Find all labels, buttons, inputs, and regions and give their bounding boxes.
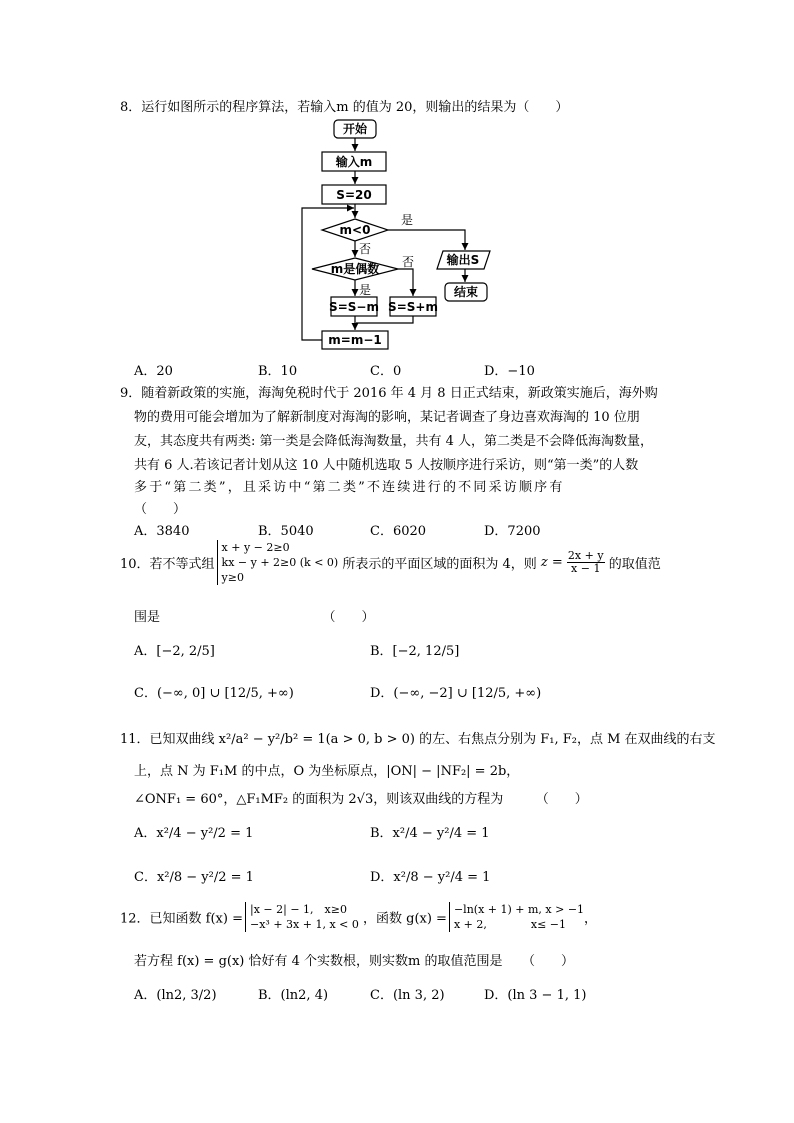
q10-z-denominator: x − 1 bbox=[571, 562, 601, 575]
q10-sys-2: kx − y + 2≥0 (k < 0) bbox=[221, 556, 339, 569]
flow-yes1-label: 是 bbox=[401, 213, 414, 227]
flow-end-text: 结束 bbox=[453, 285, 479, 299]
flow-no2-label: 否 bbox=[402, 255, 415, 269]
q9-line-1: 9．随着新政策的实施，海淘免税时代于 2016 年 4 月 8 日正式结束，新政策实施后，海外购 bbox=[120, 386, 658, 401]
q10-option-a: A．[−2, 2/5] bbox=[134, 644, 215, 659]
flow-cond1-text: m<0 bbox=[339, 223, 371, 237]
q12-f-case-2: −x³ + 3x + 1, x < 0 bbox=[250, 918, 359, 931]
q12-line-1: 12．已知函数 f(x) = |x − 2| − 1, x≥0 −x³ + 3x + 1, x < 0 ，函数 g(x) = −ln(x + 1) + m, x > −1 x + 2, x≤ −1 ， bbox=[120, 903, 598, 931]
q9-option-d: D．7200 bbox=[484, 524, 541, 539]
q8-option-d: D．−10 bbox=[484, 364, 535, 379]
q8-option-b: B．10 bbox=[258, 364, 298, 379]
q10-line-1 bbox=[120, 540, 661, 585]
q11-option-b: B．x²/4 − y²/4 = 1 bbox=[370, 826, 490, 841]
q12-line-2: 若方程 f(x) = g(x) 恰好有 4 个实数根，则实数m 的取值范围是 （ ） bbox=[134, 954, 575, 969]
q12-option-d: D．(ln 3 − 1, 1) bbox=[484, 988, 587, 1003]
q9-option-b: B．5040 bbox=[258, 524, 314, 539]
q8-option-a: A．20 bbox=[134, 364, 173, 379]
q9-option-c: C．6020 bbox=[370, 524, 427, 539]
q11-line-2: 上，点 N 为 F₁M 的中点，O 为坐标原点，|ON| − |NF₂| = 2b， bbox=[134, 764, 520, 779]
q12-f-case-1: |x − 2| − 1, x≥0 bbox=[250, 903, 347, 916]
flow-no1-label: 否 bbox=[359, 242, 372, 256]
flow-sub-text: S=S−m bbox=[329, 300, 379, 314]
flow-start-text: 开始 bbox=[342, 122, 368, 136]
q10-z-numerator: 2x + y bbox=[567, 549, 604, 562]
q10-prefix: 10．若不等式组 bbox=[120, 557, 215, 572]
q9-option-a: A．3840 bbox=[134, 524, 190, 539]
q12-g-prefix: ，函数 g(x) = bbox=[363, 911, 447, 927]
q9-line-4: 共有 6 人.若该记者计划从这 10 人中随机选取 5 人按顺序进行采访，则“第一类”的人数 bbox=[134, 458, 639, 473]
q11-option-c: C．x²/8 − y²/2 = 1 bbox=[134, 870, 254, 885]
q12-option-b: B．(ln2, 4) bbox=[258, 988, 329, 1003]
q9-line-2: 物的费用可能会增加为了解新制度对海淘的影响，某记者调查了身边喜欢海淘的 10 位朋 bbox=[134, 410, 640, 425]
q12-g-cases bbox=[449, 902, 584, 932]
q10-option-d: D．(−∞, −2] ∪ [12/5, +∞) bbox=[370, 686, 542, 701]
q10-z: z = bbox=[540, 555, 563, 570]
q11-line-1: 11．已知双曲线 x²/a² − y²/b² = 1(a > 0, b > 0) 的左、右焦点分别为 F₁, F₂，点 M 在双曲线的右支 bbox=[120, 732, 716, 747]
q10-option-c: C．(−∞, 0] ∪ [12/5, +∞) bbox=[134, 686, 294, 701]
q8-option-c: C．0 bbox=[370, 364, 402, 379]
q10-sys-1: x + y − 2≥0 bbox=[221, 541, 290, 554]
q8-stem: 8．运行如图所示的程序算法，若输入m 的值为 20，则输出的结果为（ ） bbox=[120, 100, 569, 115]
flow-add-text: S=S+m bbox=[388, 300, 438, 314]
q9-line-3: 友，其态度共有两类: 第一类是会降低海淘数量，共有 4 人，第二类是不会降低海淘数量， bbox=[134, 434, 654, 449]
flow-input-text: 输入m bbox=[335, 155, 373, 169]
q9-line-6: （ ） bbox=[134, 502, 187, 517]
flow-dec-text: m=m−1 bbox=[328, 333, 382, 347]
q10-z-fraction bbox=[567, 550, 605, 575]
q12-f-cases bbox=[245, 902, 359, 932]
flow-output-text: 输出S bbox=[446, 253, 480, 267]
q11-option-d: D．x²/8 − y²/4 = 1 bbox=[370, 870, 491, 885]
q10-system bbox=[217, 540, 339, 585]
q12-g-case-1: −ln(x + 1) + m, x > −1 bbox=[453, 903, 585, 916]
q11-option-a: A．x²/4 − y²/2 = 1 bbox=[134, 826, 254, 841]
q10-middle: 所表示的平面区域的面积为 4，则 bbox=[342, 557, 537, 572]
flow-cond2-text: m是偶数 bbox=[330, 262, 380, 276]
q11-line-3: ∠ONF₁ = 60°，△F₁MF₂ 的面积为 2√3，则该双曲线的方程为 （ ） bbox=[134, 792, 588, 807]
q10-suffix: 的取值范 bbox=[608, 557, 661, 572]
q10-option-b: B．[−2, 12/5] bbox=[370, 644, 460, 659]
q12-g-case-2: x + 2, x≤ −1 bbox=[453, 918, 567, 931]
flow-yes2-label: 是 bbox=[359, 283, 372, 297]
q12-f-prefix: 12．已知函数 f(x) = bbox=[120, 911, 243, 927]
q12-option-a: A．(ln2, 3/2) bbox=[134, 988, 217, 1003]
flow-init-text: S=20 bbox=[336, 188, 372, 202]
q10-sys-3: y≥0 bbox=[221, 571, 244, 584]
q12-option-c: C．(ln 3, 2) bbox=[370, 988, 445, 1003]
q10-line-2: 围是 （ ） bbox=[134, 610, 375, 625]
q9-line-5: 多于“第二类”，且采访中“第二类”不连续进行的不同采访顺序有 bbox=[134, 480, 565, 495]
